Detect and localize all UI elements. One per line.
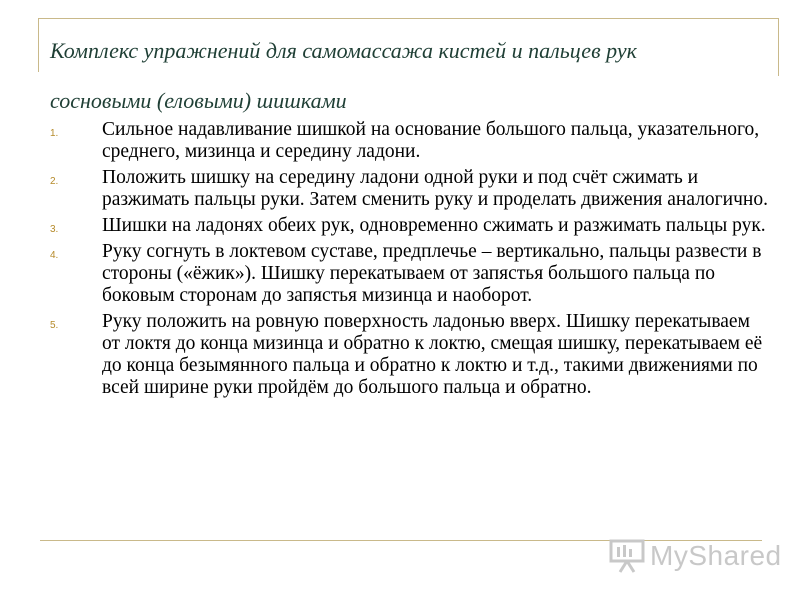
list-item-number: 3. bbox=[50, 224, 59, 235]
watermark-logo bbox=[608, 536, 782, 576]
list-item-text: Шишки на ладонях обеих рук, одновременно сжимать и разжимать пальцы рук. bbox=[102, 215, 766, 236]
list-item-number: 2. bbox=[50, 176, 59, 187]
list-item-text: Руку положить на ровную поверхность ладонью вверх. Шишку перекатываем от локтя до конца мизинца и обратно к локтю, смещая шишку, перекатываем её до конца безымянного пальца и обратно к локтю и т.д., такими движениями по всей ширине руки пройдём до большого пальца и обратно. bbox=[102, 311, 763, 398]
list-item bbox=[48, 119, 768, 163]
frame-line-right bbox=[778, 18, 779, 76]
list-item-text: Сильное надавливание шишкой на основание большого пальца, указательного, среднего, мизинца и середину ладони. bbox=[102, 119, 760, 162]
title-line-2: сосновыми (еловыми) шишками bbox=[50, 88, 347, 113]
list-item-number: 1. bbox=[50, 128, 59, 139]
watermark-text: MyShared bbox=[650, 540, 782, 571]
frame-line-left bbox=[38, 18, 39, 72]
list-item-text: Положить шишку на середину ладони одной руки и под счёт сжимать и разжимать пальцы руки. Затем сменить руку и проделать движения аналогично. bbox=[102, 167, 768, 210]
list-item bbox=[48, 167, 768, 211]
title-line-1: Комплекс упражнений для самомассажа кистей и пальцев рук bbox=[50, 38, 637, 63]
list-item bbox=[48, 241, 768, 307]
list-item bbox=[48, 311, 768, 399]
presentation-board-icon bbox=[608, 539, 646, 573]
frame-line-top bbox=[38, 18, 778, 19]
list-item bbox=[48, 215, 768, 237]
list-item-number: 4. bbox=[50, 250, 59, 261]
slide-title bbox=[50, 26, 770, 126]
list-item-number: 5. bbox=[50, 320, 59, 331]
list-item-text: Руку согнуть в локтевом суставе, предплечье – вертикально, пальцы развести в стороны («ёжик»). Шишку перекатываем от запястья большого пальца по боковым сторонам до запястья мизинца и наоборот. bbox=[102, 241, 762, 306]
exercise-list bbox=[48, 119, 768, 403]
